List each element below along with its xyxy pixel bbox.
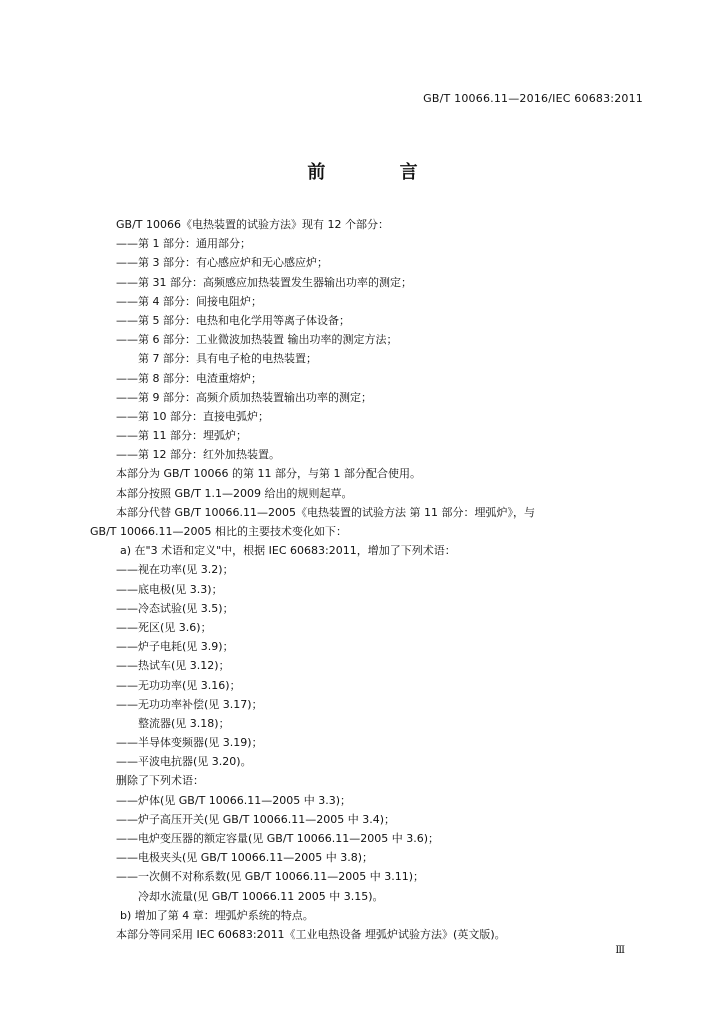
part-list-item: ——第 8 部分：电渣重熔炉； — [116, 371, 262, 385]
part-list-item: ——第 1 部分：通用部分； — [116, 237, 251, 251]
part-list-item: ——第 10 部分：直接电弧炉； — [116, 409, 269, 423]
added-term-item: ——无功功率(见 3.16)； — [116, 678, 241, 692]
standard-number-header: GB/T 10066.11—2016/IEC 60683:2011 — [423, 92, 643, 105]
deleted-term-item: ——电极夹头(见 GB/T 10066.11—2005 中 3.8)； — [116, 851, 374, 865]
foreword-body — [90, 215, 650, 944]
added-term-item: ——底电极(见 3.3)； — [116, 582, 223, 596]
deleted-term-item: ——炉子高压开关(见 GB/T 10066.11—2005 中 3.4)； — [116, 812, 396, 826]
deleted-term-item: ——炉体(见 GB/T 10066.11—2005 中 3.3)； — [116, 793, 352, 807]
added-term-item: ——半导体变频器(见 3.19)； — [116, 736, 263, 750]
part-list-item: ——第 12 部分：红外加热装置。 — [116, 448, 280, 462]
replaces-paragraph-line-1: 本部分代替 GB/T 10066.11—2005《电热装置的试验方法 第 11 部分：埋弧炉》，与 — [116, 505, 535, 519]
deleted-term-item: ——一次侧不对称系数(见 GB/T 10066.11—2005 中 3.11)； — [116, 870, 425, 884]
deleted-term-item: 冷却水流量(见 GB/T 10066.11 2005 中 3.15)。 — [138, 889, 384, 903]
added-term-item: ——热试车(见 3.12)； — [116, 659, 230, 673]
part-list-item: ——第 9 部分：高频介质加热装置输出功率的测定； — [116, 390, 372, 404]
added-term-item: ——冷态试验(见 3.5)； — [116, 601, 234, 615]
added-term-item: ——平波电抗器(见 3.20)。 — [116, 755, 252, 769]
part-list-item: ——第 31 部分：高频感应加热装置发生器输出功率的测定； — [116, 275, 412, 289]
deleted-terms-intro: 删除了下列术语： — [116, 774, 204, 788]
part-list-item: ——第 6 部分：工业微波加热装置 输出功率的测定方法； — [116, 333, 398, 347]
replaces-paragraph-line-2: GB/T 10066.11—2005 相比的主要技术变化如下： — [90, 525, 347, 538]
page-number: Ⅲ — [615, 945, 625, 956]
this-part-paragraph: 本部分为 GB/T 10066 的第 11 部分，与第 1 部分配合使用。 — [116, 467, 421, 481]
part-list-item: 第 7 部分：具有电子枪的电热装置； — [138, 352, 317, 366]
added-term-item: ——死区(见 3.6)； — [116, 620, 212, 634]
change-item-b: b) 增加了第 4 章：埋弧炉系统的特点。 — [120, 908, 314, 922]
added-term-item: 整流器(见 3.18)； — [138, 716, 230, 730]
equivalence-paragraph: 本部分等同采用 IEC 60683:2011《工业电热设备 埋弧炉试验方法》(英文版)。 — [116, 927, 506, 941]
page-title: 前 言 — [307, 162, 452, 183]
deleted-term-item: ——电炉变压器的额定容量(见 GB/T 10066.11—2005 中 3.6)； — [116, 832, 440, 845]
change-item-a: a) 在"3 术语和定义"中，根据 IEC 60683:2011，增加了下列术语： — [120, 544, 456, 558]
part-list-item: ——第 4 部分：间接电阻炉； — [116, 294, 262, 308]
intro-paragraph: GB/T 10066《电热装置的试验方法》现有 12 个部分： — [116, 218, 389, 231]
part-list-item: ——第 5 部分：电热和电化学用等离子体设备； — [116, 313, 350, 327]
added-term-item: ——无功功率补偿(见 3.17)； — [116, 697, 263, 711]
part-list-item: ——第 11 部分：埋弧炉； — [116, 429, 247, 443]
part-list-item: ——第 3 部分：有心感应炉和无心感应炉； — [116, 256, 328, 270]
drafting-rules-paragraph: 本部分按照 GB/T 1.1—2009 给出的规则起草。 — [116, 486, 353, 500]
added-term-item: ——视在功率(见 3.2)； — [116, 563, 234, 577]
added-term-item: ——炉子电耗(见 3.9)； — [116, 640, 234, 654]
